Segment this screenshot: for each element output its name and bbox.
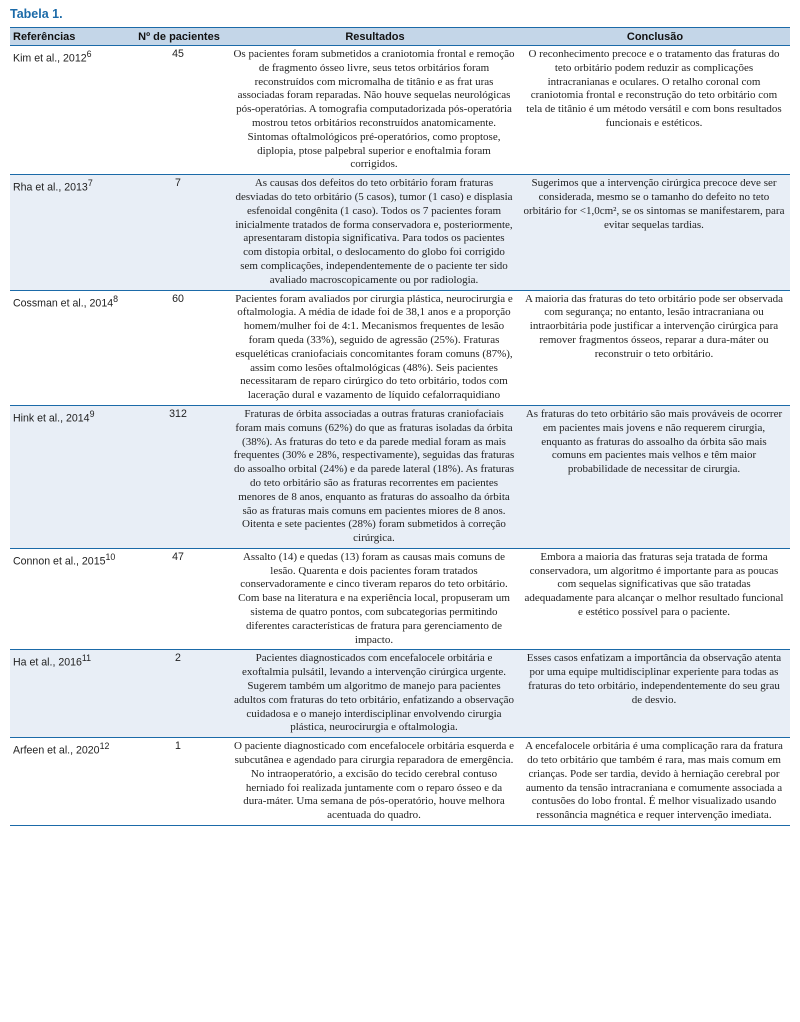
header-resultados: Resultados xyxy=(230,28,520,46)
reference-superscript: 8 xyxy=(113,293,119,304)
results-cell: Assalto (14) e quedas (13) foram as causas mais comuns de lesão. Quarenta e dois pacientes foram tratados conservadoramente e cinco tiveram reparos do teto orbitário. Com base na literatura e na experiência local, propuseram um sistema de quatro pontos, com subcategorias permitindo diferentes características de fratura para gerenciamento de impacto. xyxy=(230,548,520,650)
reference-cell xyxy=(10,650,128,738)
results-cell: Pacientes diagnosticados com encefalocele orbitária e exoftalmia pulsátil, levando a intervenção cirúrgica urgente. Sugerem também um algoritmo de manejo para pacientes adultos com fraturas do teto orbitário, enfatizando a observação cuidadosa e o manejo interdisciplinar envolvendo cirurgia plástica, neurocirurgia e oftalmologia. xyxy=(230,650,520,738)
table-row xyxy=(10,290,790,405)
reference-cell xyxy=(10,738,128,826)
reference-text: Kim et al., 2012 xyxy=(13,52,87,65)
header-referencias: Referências xyxy=(10,28,128,46)
reference-text: Connon et al., 2015 xyxy=(13,555,106,568)
reference-text: Ha et al., 2016 xyxy=(13,657,82,669)
reference-text: Arfeen et al., 2020 xyxy=(13,744,100,757)
patients-count-cell: 312 xyxy=(128,405,230,548)
reference-cell xyxy=(10,46,128,175)
table-row xyxy=(10,405,790,548)
reference-cell xyxy=(10,405,128,548)
table-row xyxy=(10,650,790,738)
header-n-pacientes: Nº de pacientes xyxy=(128,28,230,46)
reference-superscript: 7 xyxy=(87,178,93,189)
reference-text: Rha et al., 2013 xyxy=(13,181,88,194)
reference-superscript: 11 xyxy=(81,653,92,664)
conclusion-cell: As fraturas do teto orbitário são mais prováveis de ocorrer em pacientes mais jovens e não requerem cirurgia, enquanto as fraturas do assoalho da órbita são mais comuns em pacientes mais velhos e têm maior probabilidade de necessitar de cirurgia. xyxy=(520,405,790,548)
results-cell: O paciente diagnosticado com encefalocele orbitária esquerda e subcutânea e agendado para cirurgia reparadora de emergência. No intraoperatório, a excisão do tecido cerebral contuso herniado foi realizada juntamente com o reparo ósseo e da dura-máter. Uma semana de pós-operatório, houve melhora acentuada do quadro. xyxy=(230,738,520,826)
reference-cell xyxy=(10,175,128,290)
patients-count-cell: 60 xyxy=(128,290,230,405)
patients-count-cell: 2 xyxy=(128,650,230,738)
reference-text: Hink et al., 2014 xyxy=(13,412,90,425)
table-row xyxy=(10,738,790,826)
results-cell: Os pacientes foram submetidos a craniotomia frontal e remoção de fragmento ósseo livre, seus tetos orbitários foram reconstruídos com micromalha de titânio e as frat uras associadas foram reparadas. Não houve sequelas neurológicas pós-operatórias. A tomografia computadorizada pós-operatória mostrou tetos orbitários reconstruídos anatomicamente. Sintomas oftalmológicos pré-operatórios, como proptose, diplopia, ptose palpebral superior e enoftalmia foram corrigidos. xyxy=(230,46,520,175)
results-cell: Fraturas de órbita associadas a outras fraturas craniofaciais foram mais comuns (62%) do que as fraturas isoladas da órbita (38%). As fraturas do teto e da parede medial foram as mais frequentes (30% e 28%, respectivamente), seguidas das fraturas do assoalho orbital (24%) e da parede lateral (18%). As fraturas do teto orbitário são as fraturas recorrentes em pacientes menores de 8 anos, enquanto as fraturas do assoalho da órbita são as fraturas mais comuns em pacientes miores de 8 anos. Oitenta e sete pacientes (28%) foram submetidos à correção cirúrgica. xyxy=(230,405,520,548)
reference-cell xyxy=(10,548,128,650)
reference-superscript: 9 xyxy=(89,408,95,419)
results-cell: As causas dos defeitos do teto orbitário foram fraturas desviadas do teto orbitário (5 casos), tumor (1 caso) e displasia esfenoidal congênita (1 caso). Todos os 7 pacientes foram inicialmente tratados de forma conservadora e, posteriormente, apresentaram distopia significativa. Para todos os pacientes com distopia orbital, o deslocamento do globo foi corrigido sem complicações, independentemente de o paciente ter sido avaliado macroscopicamente ou por radiologia. xyxy=(230,175,520,290)
conclusion-cell: O reconhecimento precoce e o tratamento das fraturas do teto orbitário podem reduzir as complicações intracranianas e oculares. O retalho coronal com craniotomia frontal e reconstrução do teto orbitário com tela de titânio é um método versátil e com bons resultados funcionais e estéticos. xyxy=(520,46,790,175)
header-conclusao: Conclusão xyxy=(520,28,790,46)
patients-count-cell: 7 xyxy=(128,175,230,290)
patients-count-cell: 47 xyxy=(128,548,230,650)
patients-count-cell: 45 xyxy=(128,46,230,175)
table-header-row xyxy=(10,28,790,46)
table-row xyxy=(10,175,790,290)
reference-superscript: 6 xyxy=(86,49,92,59)
table-row xyxy=(10,46,790,175)
conclusion-cell: Sugerimos que a intervenção cirúrgica precoce deve ser considerada, mesmo se o tamanho do defeito no teto orbitário for <1,0cm², se os sintomas se manifestarem, para evitar sequelas tardias. xyxy=(520,175,790,290)
conclusion-cell: A encefalocele orbitária é uma complicação rara da fratura do teto orbitário que também é rara, mas mais comum em crianças. Pode ser tardia, devido à herniação cerebral por aumento da tensão intracraniana e comumente associada a contusões do lobo frontal. É melhor visualizado usando ressonância magnética e requer intervenção imediata. xyxy=(520,738,790,826)
reference-cell xyxy=(10,290,128,405)
reference-superscript: 10 xyxy=(105,551,116,562)
reference-superscript: 12 xyxy=(99,741,110,752)
conclusion-cell: Embora a maioria das fraturas seja tratada de forma conservadora, um algoritmo é importante para as poucas com sequelas significativas que são tratadas adequadamente para alcançar o melhor resultado funcional e estético possível para o paciente. xyxy=(520,548,790,650)
table-row xyxy=(10,548,790,650)
table-caption: Tabela 1. xyxy=(10,7,63,21)
references-table xyxy=(10,27,790,826)
results-cell: Pacientes foram avaliados por cirurgia plástica, neurocirurgia e oftalmologia. A média de idade foi de 38,1 anos e a proporção homem/mulher foi de 4:1. Mecanismos frequentes de lesão foram queda (33%), seguido de agressão (25%). Fraturas esqueléticas craniofaciais concomitantes foram comuns (87%), assim como lesões oftalmológicas (48%). Seis pacientes necessitaram de reparo cirúrgico do teto orbitário, todos com laceração dural e vazamento de líquido cefalorraquidiano xyxy=(230,290,520,405)
reference-text: Cossman et al., 2014 xyxy=(13,297,114,310)
patients-count-cell: 1 xyxy=(128,738,230,826)
conclusion-cell: Esses casos enfatizam a importância da observação atenta por uma equipe multidisciplinar experiente para todas as fraturas do teto orbitário, independentemente do seu grau de desvio. xyxy=(520,650,790,738)
conclusion-cell: A maioria das fraturas do teto orbitário pode ser observada com segurança; no entanto, lesão intracraniana ou intraorbitária pode justificar a intervenção cirúrgica para remover fragmentos ósseos, reparar a dura-máter ou reconstruir o teto orbitário. xyxy=(520,290,790,405)
